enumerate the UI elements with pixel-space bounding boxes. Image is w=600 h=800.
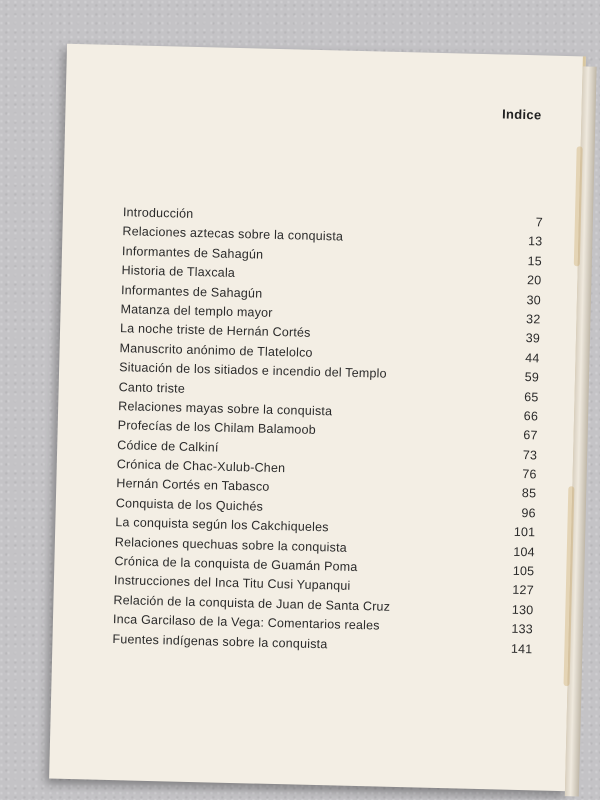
toc-entry-label: Matanza del templo mayor [120, 302, 273, 320]
toc-entry-label: Hernán Cortés en Tabasco [116, 476, 270, 495]
toc-entry-page: 39 [525, 331, 541, 346]
toc-entry-label: Informantes de Sahagún [120, 282, 263, 301]
toc-entry-page: 13 [527, 234, 543, 249]
toc-entry-page: 141 [510, 641, 533, 656]
toc-entry-page: 76 [522, 467, 537, 482]
toc-entry-page: 101 [513, 525, 536, 540]
toc-entry-label: La noche triste de Hernán Cortés [119, 321, 311, 341]
toc-entry-label: Relaciones quechuas sobre la conquista [114, 534, 348, 555]
toc-entry-label: Crónica de la conquista de Guamán Poma [114, 554, 358, 575]
toc-entry-page: 20 [526, 273, 542, 288]
toc-entry-label: La conquista según los Cakchiqueles [115, 515, 329, 535]
toc-entry-label: Códice de Calkiní [117, 437, 219, 455]
toc-entry-page: 127 [512, 583, 535, 598]
toc-entry-label: Manuscrito anónimo de Tlatelolco [119, 340, 313, 360]
toc-entry-page: 85 [521, 486, 537, 501]
index-title: Indice [501, 106, 542, 123]
toc-entry-page: 7 [535, 215, 544, 230]
toc-entry-label: Crónica de Chac-Xulub-Chen [116, 457, 286, 476]
toc-entry-label: Situación de los sitiados e incendio del Templo [118, 360, 387, 381]
toc-entry-label: Relaciones aztecas sobre la conquista [122, 224, 344, 244]
toc-entry-page: 66 [523, 408, 539, 424]
book-page [49, 44, 586, 791]
toc-entry-label: Historia de Tlaxcala [121, 263, 236, 281]
toc-entry-label: Fuentes indígenas sobre la conquista [112, 631, 328, 651]
toc-entry-page: 15 [527, 253, 543, 269]
toc-entry-page: 96 [521, 505, 536, 521]
toc-entry-label: Profecías de los Chilam Balamoob [117, 418, 317, 438]
toc-entry-page: 67 [523, 428, 538, 443]
toc-entry-page: 73 [522, 447, 538, 463]
toc-entry-label: Introducción [122, 205, 194, 221]
toc-entry-page: 44 [525, 350, 540, 366]
toc-entry-label: Relación de la conquista de Juan de Santa Cruz [113, 592, 391, 614]
toc-entry-label: Inca Garcilaso de la Vega: Comentarios reales [112, 612, 380, 633]
toc-entry-page: 133 [511, 622, 534, 637]
table-of-contents [112, 205, 543, 661]
toc-entry-label: Informantes de Sahagún [121, 243, 264, 262]
toc-entry-label: Conquista de los Quichés [115, 495, 264, 514]
toc-entry-page: 105 [512, 563, 535, 579]
toc-entry-label: Canto triste [118, 379, 186, 396]
toc-entry-page: 65 [524, 389, 539, 404]
toc-entry-page: 104 [513, 544, 535, 559]
toc-entry-page: 32 [525, 312, 541, 327]
toc-entry-page: 130 [511, 602, 534, 618]
toc-entry-label: Instrucciones del Inca Titu Cusi Yupanqui [113, 573, 351, 594]
toc-entry-label: Relaciones mayas sobre la conquista [118, 399, 333, 419]
toc-entry-page: 59 [524, 370, 540, 385]
toc-entry-page: 30 [526, 292, 542, 307]
